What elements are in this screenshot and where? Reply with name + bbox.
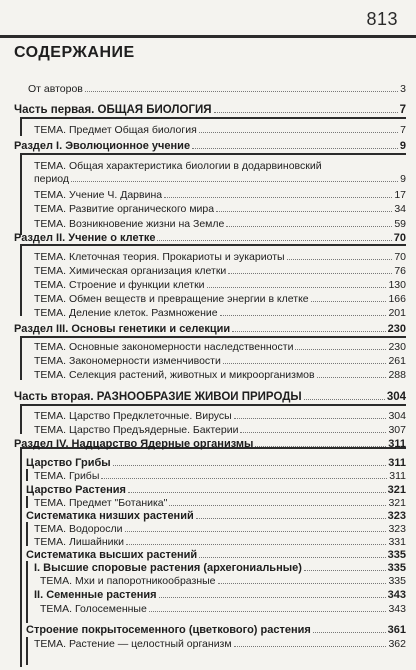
- toc-entry: ТЕМА. Грибы 311: [34, 470, 406, 482]
- subsection-bar: [26, 637, 28, 665]
- toc-part: Часть вторая. РАЗНООБРАЗИЕ ЖИВОЙ ПРИРОДЫ 304: [14, 391, 406, 403]
- subsection-bar: [26, 469, 28, 481]
- toc-entry: ТЕМА. Развитие органического мира 34: [34, 203, 406, 215]
- subsection-bar: [26, 522, 28, 546]
- toc-entry: ТЕМА. Мхи и папоротникообразные 335: [40, 575, 406, 587]
- section-rule: [20, 336, 406, 338]
- toc-entry: ТЕМА. Царство Предъядерные. Бактерии 307: [34, 424, 406, 436]
- toc-entry: ТЕМА. Селекция растений, животных и микроорганизмов 288: [34, 369, 406, 381]
- toc-entry: ТЕМА. Голосеменные 343: [40, 603, 406, 615]
- toc-part: Часть первая. ОБЩАЯ БИОЛОГИЯ 7: [14, 104, 406, 116]
- subsection-bar: [26, 561, 28, 623]
- toc-entry: ТЕМА. Предмет "Ботаника" 321: [34, 497, 406, 509]
- toc-entry: ТЕМА. Строение и функции клетки 130: [34, 279, 406, 291]
- toc-entry: ТЕМА. Растение — целостный организм 362: [34, 638, 406, 650]
- toc-subsection: Систематика низших растений 323: [26, 510, 406, 522]
- toc-entry: ТЕМА. Лишайники 331: [34, 536, 406, 548]
- toc-subsection: II. Семенные растения 343: [34, 589, 406, 601]
- toc-entry: ТЕМА. Водоросли 323: [34, 523, 406, 535]
- toc-entry-line1: ТЕМА. Общая характеристика биологии в додарвиновский: [34, 160, 322, 172]
- section-bar: [20, 119, 22, 136]
- page-title: СОДЕРЖАНИЕ: [14, 44, 135, 61]
- toc-section: Раздел IV. Надцарство Ядерные организмы 311: [14, 438, 406, 450]
- section-bar: [20, 155, 22, 235]
- toc-entry: ТЕМА. Химическая организация клетки 76: [34, 265, 406, 277]
- page-number: 813: [366, 9, 398, 29]
- section-rule: [20, 153, 406, 155]
- section-bar: [20, 338, 22, 380]
- toc-entry: ТЕМА. Возникновение жизни на Земле 59: [34, 218, 406, 230]
- subsection-bar: [26, 496, 28, 508]
- toc-subsection: Систематика высших растений 335: [26, 549, 406, 561]
- toc-subsection: I. Высшие споровые растения (архегониальные) 335: [34, 562, 406, 574]
- toc-section: Раздел I. Эволюционное учение 9: [14, 140, 406, 152]
- toc-entry: ТЕМА. Царство Предклеточные. Вирусы 304: [34, 410, 406, 422]
- toc-entry: ТЕМА. Закономерности изменчивости 261: [34, 355, 406, 367]
- section-bar: [20, 406, 22, 434]
- section-rule: [20, 244, 406, 246]
- toc-entry: ТЕМА. Учение Ч. Дарвина 17: [34, 189, 406, 201]
- toc-entry: От авторов 3: [28, 83, 406, 95]
- toc-entry: ТЕМА. Предмет Общая биология 7: [34, 124, 406, 136]
- section-bar: [20, 246, 22, 316]
- section-rule: [20, 404, 406, 406]
- section-rule: [20, 117, 406, 119]
- toc-kingdom: Царство Грибы 311: [26, 457, 406, 469]
- section-bar: [20, 449, 22, 667]
- toc-entry: ТЕМА. Основные закономерности наследственности 230: [34, 341, 406, 353]
- toc-entry: период 9: [34, 173, 406, 185]
- toc-subsection: Строение покрытосеменного (цветкового) растения 361: [26, 624, 406, 636]
- toc-section: Раздел II. Учение о клетке 70: [14, 232, 406, 244]
- toc-kingdom: Царство Растения 321: [26, 484, 406, 496]
- toc-entry: ТЕМА. Деление клеток. Размножение 201: [34, 307, 406, 319]
- toc-entry: ТЕМА. Обмен веществ и превращение энергии в клетке 166: [34, 293, 406, 305]
- toc-section: Раздел III. Основы генетики и селекции 230: [14, 323, 406, 335]
- toc-entry: ТЕМА. Клеточная теория. Прокариоты и эукариоты 70: [34, 251, 406, 263]
